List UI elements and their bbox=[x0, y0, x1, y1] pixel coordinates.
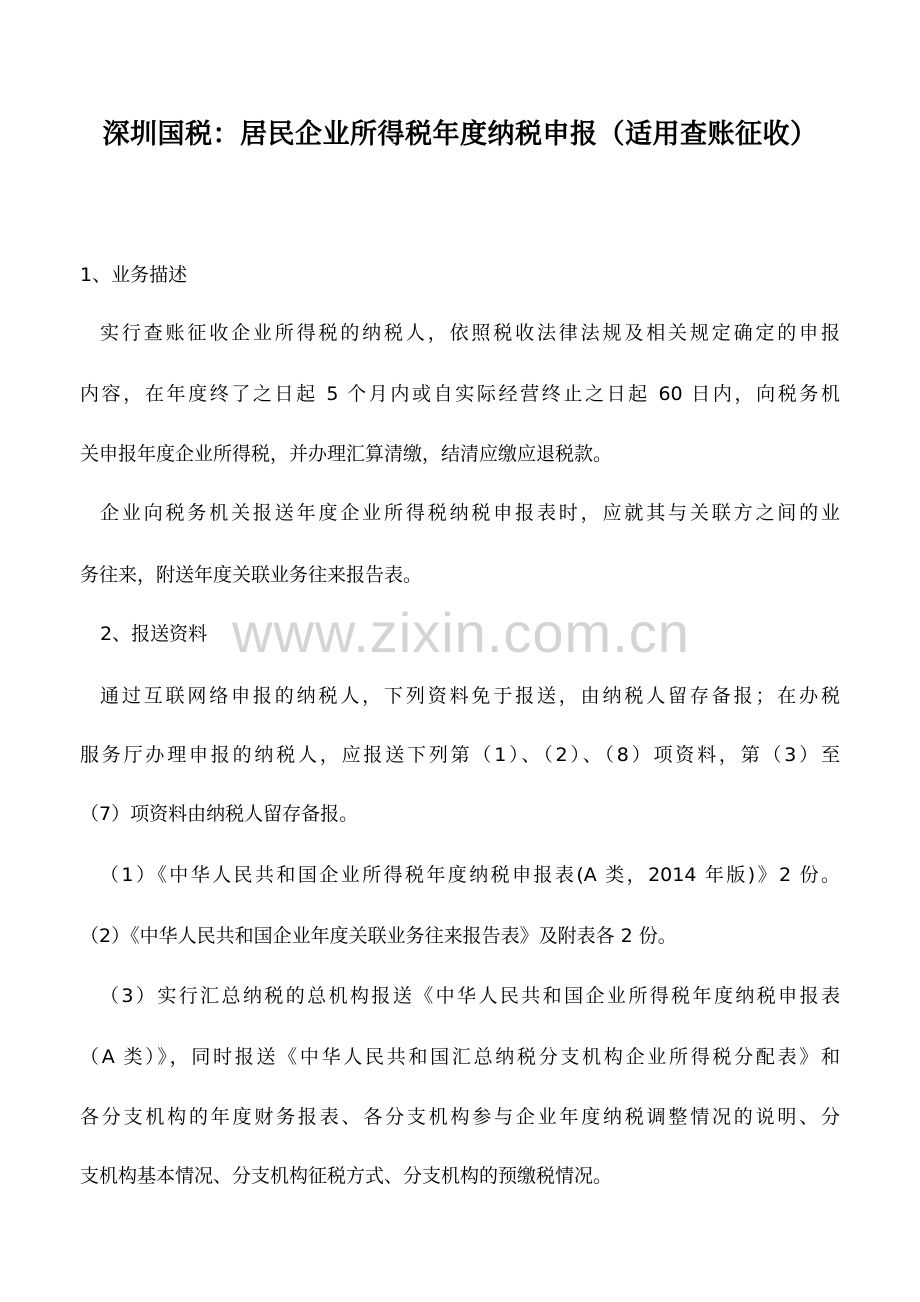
list-item-3-line-2: （A 类）》，同时报送《中华人民共和国汇总纳税分支机构企业所得税分配表》和 bbox=[80, 1046, 840, 1068]
paragraph-3-line-1: 通过互联网络申报的纳税人，下列资料免于报送，由纳税人留存备报；在办税 bbox=[100, 685, 840, 707]
paragraph-1-line-1: 实行查账征收企业所得税的纳税人，依照税收法律法规及相关规定确定的申报 bbox=[100, 322, 840, 344]
paragraph-3-line-2: 服务厅办理申报的纳税人，应报送下列第（1）、（2）、（8）项资料，第（3）至 bbox=[80, 744, 840, 766]
section-heading-submission-materials: 2、报送资料 bbox=[100, 623, 208, 645]
list-item-2: （2）《中华人民共和国企业年度关联业务往来报告表》及附表各 2 份。 bbox=[80, 925, 677, 947]
list-item-3-line-1: （3）实行汇总纳税的总机构报送《中华人民共和国企业所得税年度纳税申报表 bbox=[100, 985, 840, 1007]
paragraph-1-line-2: 内容，在年度终了之日起 5 个月内或自实际经营终止之日起 60 日内，向税务机 bbox=[80, 383, 840, 405]
paragraph-2-line-2: 务往来，附送年度关联业务往来报告表。 bbox=[80, 564, 423, 586]
watermark: www.zixin.com.cn bbox=[232, 601, 690, 664]
document-title: 深圳国税：居民企业所得税年度纳税申报（适用查账征收） bbox=[102, 119, 818, 150]
section-heading-business-description: 1、业务描述 bbox=[80, 264, 188, 286]
list-item-3-line-4: 支机构基本情况、分支机构征税方式、分支机构的预缴税情况。 bbox=[80, 1165, 613, 1187]
paragraph-1-line-3: 关申报年度企业所得税，并办理汇算清缴，结清应缴应退税款。 bbox=[80, 443, 613, 465]
list-item-1: （1）《中华人民共和国企业所得税年度纳税申报表(A 类，2014 年版)》2 份。 bbox=[100, 864, 840, 886]
paragraph-3-line-3: （7）项资料由纳税人留存备报。 bbox=[80, 803, 359, 825]
list-item-3-line-3: 各分支机构的年度财务报表、各分支机构参与企业年度纳税调整情况的说明、分 bbox=[80, 1106, 840, 1128]
paragraph-2-line-1: 企业向税务机关报送年度企业所得税纳税申报表时，应就其与关联方之间的业 bbox=[100, 502, 840, 524]
